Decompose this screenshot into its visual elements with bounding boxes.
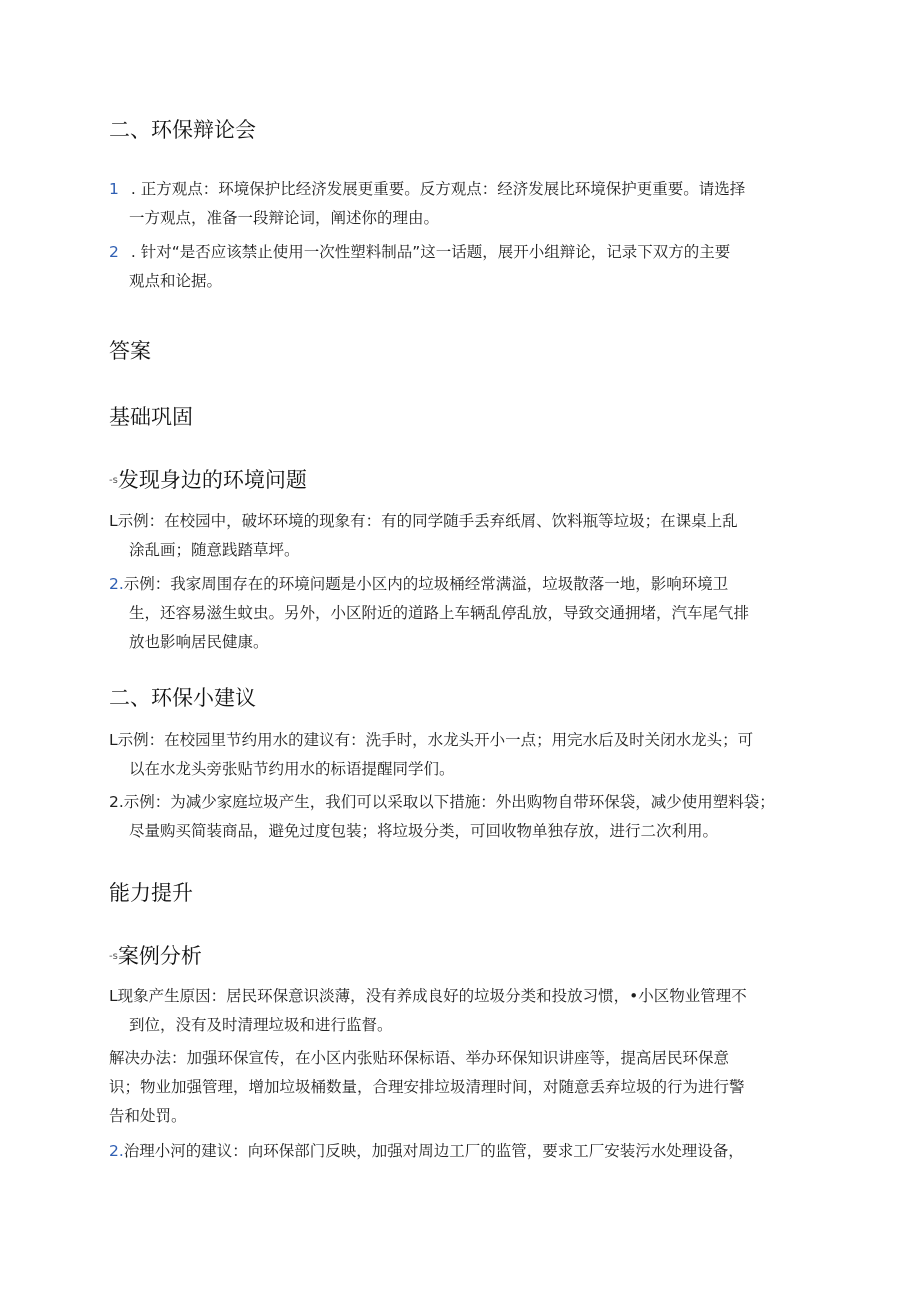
ability-title	[109, 879, 193, 907]
item-text: 示例：我家周围存在的环境问题是小区内的垃圾桶经常满溢，垃圾散落一地，影响环境卫	[123, 575, 729, 593]
item-number: 1	[109, 180, 119, 198]
item-text: 治理小河的建议：向环保部门反映，加强对周边工厂的监管，要求工厂安装污水处理设备，	[123, 1142, 744, 1160]
item-number: L	[109, 731, 118, 749]
basic-title	[109, 403, 193, 431]
list-item-line	[109, 982, 814, 1011]
item-text: . 针对“是否应该禁止使用一次性塑料制品”这一话题，展开小组辩论，记录下双方的主要	[130, 243, 731, 261]
list-item	[109, 175, 814, 233]
item-text-continued: 涂乱画；随意践踏草坪。	[129, 541, 300, 559]
list-item-line	[109, 570, 814, 599]
item-text-continued: 生，还容易滋生蚊虫。另外，小区附近的道路上车辆乱停乱放，导致交通拥堵，汽车尾气排	[129, 604, 750, 622]
ability-title-text: 能力提升	[109, 881, 193, 905]
basic-title-text: 基础巩固	[109, 405, 193, 429]
case-title	[109, 942, 202, 971]
item-text: 示例：在校园里节约用水的建议有：洗手时，水龙头开小一点；用完水后及时关闭水龙头；可	[117, 731, 754, 749]
item-text-continued: 尽量购买简装商品，避免过度包装；将垃圾分类，可回收物单独存放，进行二次利用。	[129, 822, 719, 840]
item-text: 现象产生原因：居民环保意识淡薄，没有养成良好的垃圾分类和投放习惯，•小区物业管理不	[117, 987, 747, 1005]
suggest-title	[109, 684, 256, 712]
paragraph-line: 告和处罚。	[109, 1107, 187, 1125]
item-number: 2.	[109, 793, 124, 811]
list-item-line	[109, 726, 814, 755]
item-number: 2.	[109, 575, 124, 593]
list-item	[109, 982, 814, 1040]
env-problem-title	[109, 466, 307, 495]
section-title-debate	[109, 116, 256, 144]
section-title-text: 二、环保辩论会	[109, 118, 256, 142]
answer-title	[109, 337, 151, 365]
item-number: L	[109, 987, 118, 1005]
item-number: L	[109, 512, 118, 530]
item-number: 2	[109, 243, 119, 261]
item-text: 示例：为减少家庭垃圾产生，我们可以采取以下措施：外出购物自带环保袋，减少使用塑料袋；	[123, 793, 775, 811]
suggest-title-text: 二、环保小建议	[109, 686, 256, 710]
answer-title-text: 答案	[109, 339, 151, 363]
list-item	[109, 507, 814, 565]
list-item	[109, 788, 814, 846]
list-item-line	[109, 507, 814, 536]
list-item-line	[109, 788, 814, 817]
list-item-line	[109, 175, 814, 204]
list-item	[109, 1137, 814, 1166]
item-text-continued: 以在水龙头旁张贴节约用水的标语提醒同学们。	[129, 760, 455, 778]
env-problem-title-text: 发现身边的环境问题	[117, 468, 307, 492]
list-item	[109, 570, 814, 657]
section-mark: -s	[109, 475, 118, 486]
item-text-continued: 到位，没有及时清理垃圾和进行监督。	[129, 1016, 393, 1034]
list-item	[109, 726, 814, 784]
paragraph-line: 识；物业加强管理，增加垃圾桶数量，合理安排垃圾清理时间，对随意丢弃垃圾的行为进行警	[109, 1078, 745, 1096]
section-mark: -s	[109, 951, 118, 962]
list-item	[109, 238, 814, 296]
item-number: 2.	[109, 1142, 124, 1160]
solution-paragraph	[109, 1044, 814, 1131]
list-item-line	[109, 1137, 814, 1166]
list-item-line	[109, 238, 814, 267]
item-text-continued: 放也影响居民健康。	[129, 633, 269, 651]
item-text: . 正方观点：环境保护比经济发展更重要。反方观点：经济发展比环境保护更重要。请选择	[130, 180, 746, 198]
item-text-continued: 一方观点，准备一段辩论词，阐述你的理由。	[129, 209, 440, 227]
item-text-continued: 观点和论据。	[129, 272, 223, 290]
paragraph-line: 解决办法：加强环保宣传，在小区内张贴环保标语、举办环保知识讲座等，提高居民环保意	[109, 1049, 730, 1067]
case-title-text: 案例分析	[117, 944, 202, 968]
item-text: 示例：在校园中，破坏环境的现象有：有的同学随手丢弃纸屑、饮料瓶等垃圾；在课桌上乱	[117, 512, 738, 530]
